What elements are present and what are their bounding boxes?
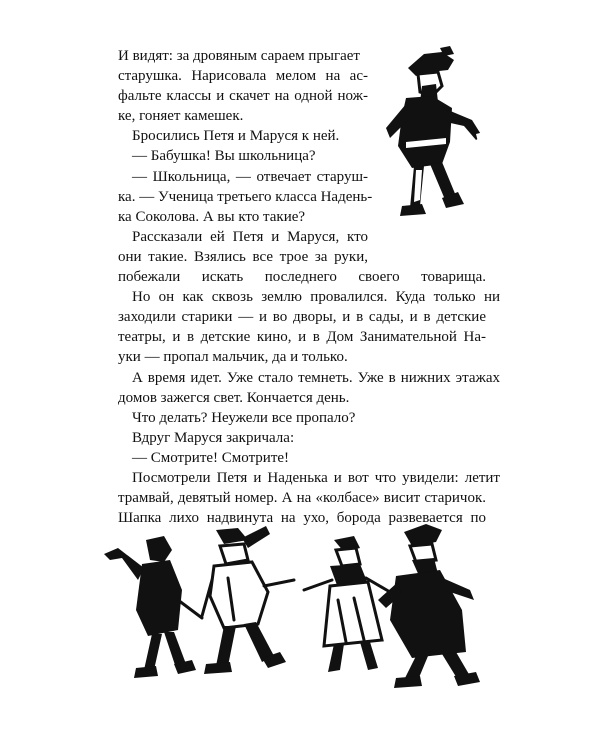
running-old-people-illustration	[98, 520, 503, 695]
text-line: заходили старики — и во дворы, и в сады, и в детские	[118, 309, 486, 326]
text-line: старушка. Нарисовала мелом на ас-	[118, 68, 368, 85]
text-line: Рассказали ей Петя и Маруся, кто	[132, 228, 368, 245]
text-line: Но он как сквозь землю провалился. Куда только ни	[132, 289, 500, 306]
text-line: фальте классы и скачет на одной нож-	[118, 88, 368, 105]
text-line: ка. — Ученица третьего класса Надень-	[118, 188, 373, 205]
dancing-old-man-illustration	[372, 46, 488, 236]
text-line: Что делать? Неужели все пропало?	[132, 409, 356, 426]
text-line: ке, гоняет камешек.	[118, 108, 244, 125]
text-line: Шапка лихо надвинута на ухо, борода развевается по	[118, 510, 486, 527]
text-line: А время идет. Уже стало темнеть. Уже в нижних этажах	[132, 369, 500, 386]
text-line: театры, и в детские кино, и в Дом Занимательной На-	[118, 329, 486, 346]
text-line: И видят: за дровяным сараем прыгает	[118, 48, 360, 64]
text-line: ка Соколова. А вы кто такие?	[118, 208, 306, 225]
text-line: они такие. Взялись все трое за руки,	[118, 248, 368, 265]
text-line: — Смотрите! Смотрите!	[132, 449, 290, 466]
text-line: — Бабушка! Вы школьница?	[132, 148, 316, 165]
text-line: Вдруг Маруся закричала:	[132, 429, 295, 446]
text-line: побежали искать последнего своего товарища.	[118, 269, 486, 286]
text-line: — Школьница, — отвечает старуш-	[132, 168, 368, 185]
text-line: трамвай, девятый номер. А на «колбасе» висит старичок.	[118, 490, 486, 507]
text-line: Бросились Петя и Маруся к ней.	[132, 128, 340, 145]
text-line: уки — пропал мальчик, да и только.	[118, 349, 348, 366]
text-line: Посмотрели Петя и Наденька и вот что увидели: летит	[132, 469, 500, 486]
text-line: домов зажегся свет. Кончается день.	[118, 389, 350, 406]
